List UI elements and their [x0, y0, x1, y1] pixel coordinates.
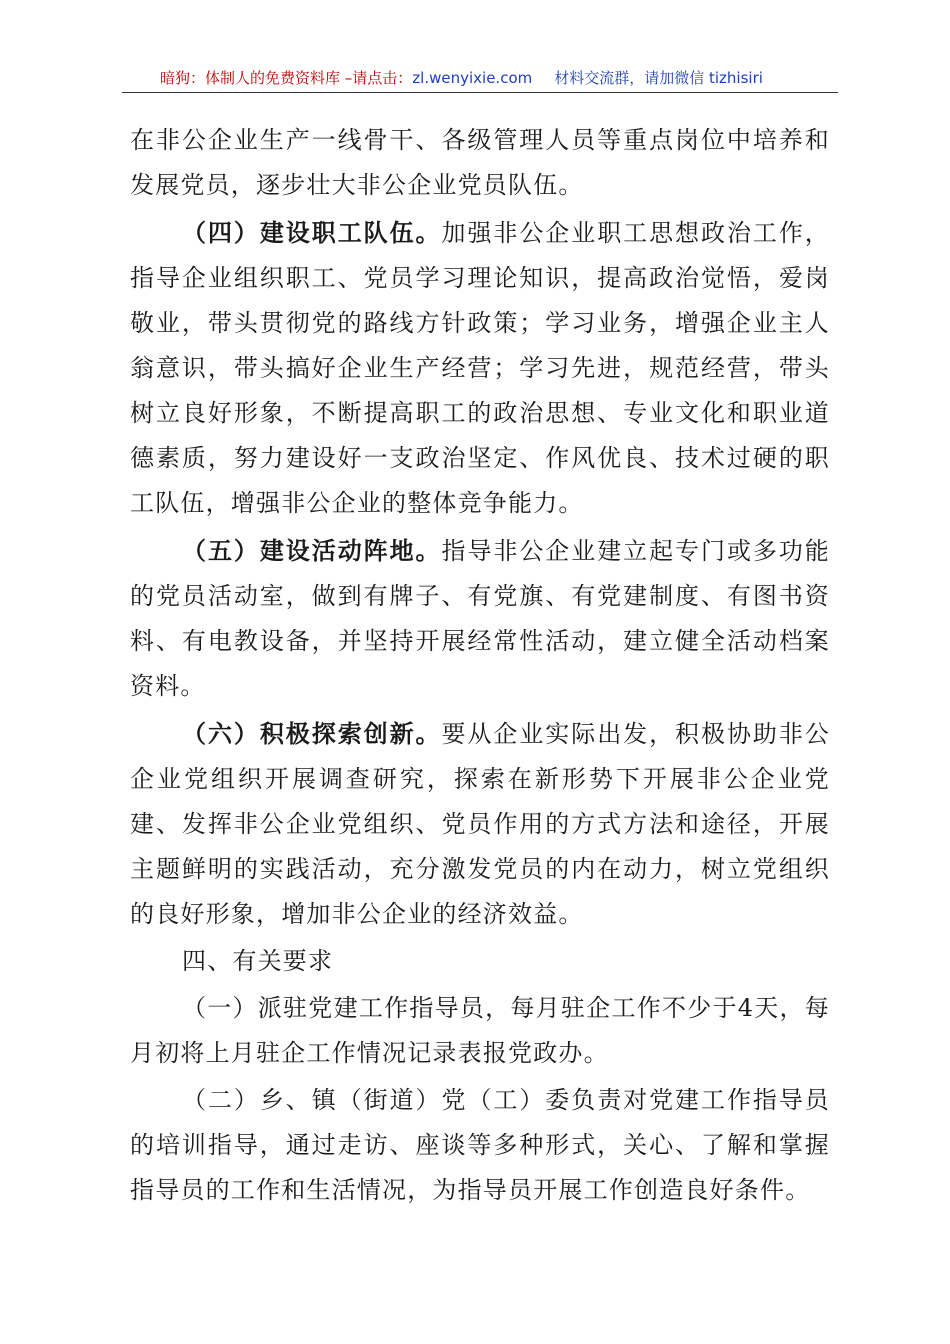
paragraph-title: （四）建设职工队伍。: [182, 218, 442, 247]
header-wechat-note: 材料交流群，请加微信 tizhisiri: [554, 69, 763, 87]
paragraph-text: 要从企业实际出发，积极协助非公企业党组织开展调查研究，探索在新形势下开展非公企业党建、发挥非公企业党组织、党员作用的方式方法和途径，开展主题鲜明的实践活动，充分激发党员的内在动力，树立党组织的良好形象，增加非公企业的经济效益。: [130, 720, 830, 928]
paragraph-build-activity-base: [130, 528, 830, 709]
paragraph-continuation: 在非公企业生产一线骨干、各级管理人员等重点岗位中培养和发展党员，逐步壮大非公企业党员队伍。: [130, 126, 830, 199]
paragraph-build-workforce: [130, 210, 830, 526]
header-brand: 暗狗：体制人的免费资料库: [160, 69, 341, 87]
paragraph-requirement-2: （二）乡、镇（街道）党（工）委负责对党建工作指导员的培训指导，通过走访、座谈等多种形式，关心、了解和掌握指导员的工作和生活情况，为指导员开展工作创造良好条件。: [130, 1086, 830, 1204]
paragraph-text: 指导非公企业建立起专门或多功能的党员活动室，做到有牌子、有党旗、有党建制度、有图书资料、有电教设备，并坚持开展经常性活动，建立健全活动档案资料。: [130, 537, 830, 700]
document-body: [130, 118, 830, 1213]
header-click-prefix: –请点击：: [340, 69, 413, 87]
section-heading: 四、有关要求: [182, 947, 334, 975]
paragraph-text: 加强非公企业职工思想政治工作，指导企业组织职工、党员学习理论知识，提高政治觉悟，爱岗敬业，带头贯彻党的路线方针政策；学习业务，增强企业主人翁意识，带头搞好企业生产经营；学习先进，规范经营，带头树立良好形象，不断提高职工的政治思想、专业文化和职业道德素质，努力建设好一支政治坚定、作风优良、技术过硬的职工队伍，增强非公企业的整体竞争能力。: [130, 219, 830, 517]
paragraph-explore-innovation: [130, 711, 830, 937]
paragraph-title: （六）积极探索创新。: [182, 719, 442, 748]
header-url-link[interactable]: zl.wenyixie.com: [412, 69, 533, 87]
page-header: [122, 64, 838, 93]
paragraph-title: （五）建设活动阵地。: [182, 536, 442, 565]
paragraph-requirement-1: （一）派驻党建工作指导员，每月驻企工作不少于4天，每月初将上月驻企工作情况记录表报党政办。: [130, 994, 830, 1067]
